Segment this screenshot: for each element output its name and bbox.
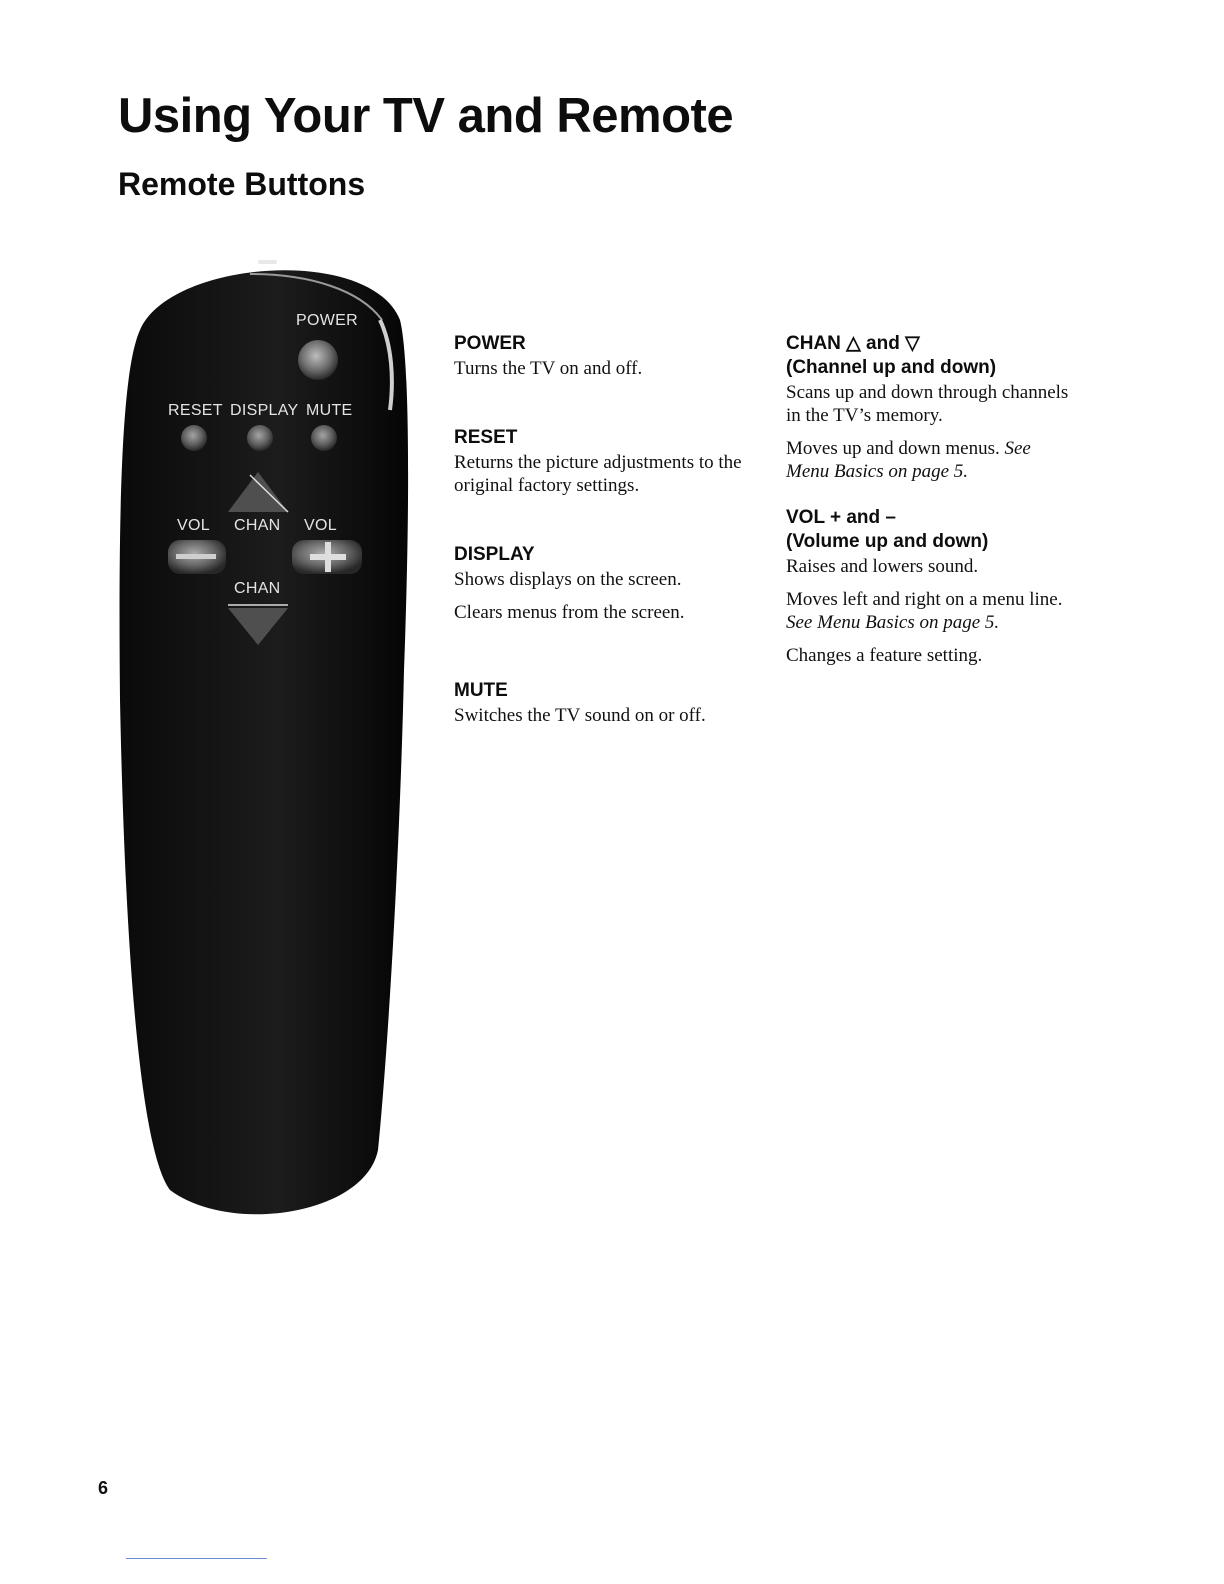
power-term: POWER	[454, 333, 526, 354]
reset-desc: Returns the picture adjustments to the original factory settings.	[454, 452, 742, 496]
remote-label-display: DISPLAY	[230, 402, 299, 419]
vol-desc-2-reference: See Menu Basics on page 5.	[786, 612, 1000, 633]
vol-desc-1: Raises and lowers sound.	[786, 556, 979, 577]
remote-label-chan-down: CHAN	[234, 580, 281, 597]
chan-desc-2-reference: See Menu Basics on page 5.	[786, 438, 1031, 482]
remote-label-power: POWER	[296, 312, 358, 329]
display-desc-1: Shows displays on the screen.	[454, 569, 682, 590]
mute-entry	[454, 679, 774, 727]
vol-desc-2-text: Moves left and right on a menu line.	[786, 589, 1063, 610]
chan-desc-2-text: Moves up and down menus.	[786, 438, 1000, 459]
remote-control-illustration	[110, 250, 420, 1235]
power-entry	[454, 332, 774, 380]
mute-term: MUTE	[454, 680, 508, 701]
section-heading: Remote Buttons	[118, 166, 366, 202]
mute-desc: Switches the TV sound on or off.	[454, 705, 706, 726]
chan-desc-2	[786, 437, 1076, 483]
power-button-shape	[298, 340, 338, 380]
vol-desc-2	[786, 588, 1076, 634]
remote-label-chan-up: CHAN	[234, 517, 281, 534]
page-title: Using Your TV and Remote	[118, 89, 734, 143]
page-number: 6	[98, 1478, 109, 1498]
remote-body	[110, 250, 420, 1230]
display-entry	[454, 543, 774, 624]
chan-desc-1: Scans up and down through channels in the TV’s memory.	[786, 382, 1069, 426]
remote-label-reset: RESET	[168, 402, 223, 419]
reset-entry	[454, 426, 764, 497]
chan-subterm: (Channel up and down)	[786, 357, 997, 378]
remote-label-vol-left: VOL	[177, 517, 210, 534]
chan-entry	[786, 332, 1076, 483]
chan-term: CHAN △ and ▽	[786, 333, 920, 354]
remote-label-mute: MUTE	[306, 402, 353, 419]
vol-term: VOL + and –	[786, 507, 896, 528]
footer-rule	[126, 1558, 267, 1559]
display-term: DISPLAY	[454, 544, 535, 565]
power-desc: Turns the TV on and off.	[454, 358, 643, 379]
vol-desc-3: Changes a feature setting.	[786, 645, 983, 666]
reset-term: RESET	[454, 427, 518, 448]
display-desc-2: Clears menus from the screen.	[454, 602, 685, 623]
remote-label-vol-right: VOL	[304, 517, 337, 534]
vol-entry	[786, 506, 1076, 667]
vol-subterm: (Volume up and down)	[786, 531, 989, 552]
